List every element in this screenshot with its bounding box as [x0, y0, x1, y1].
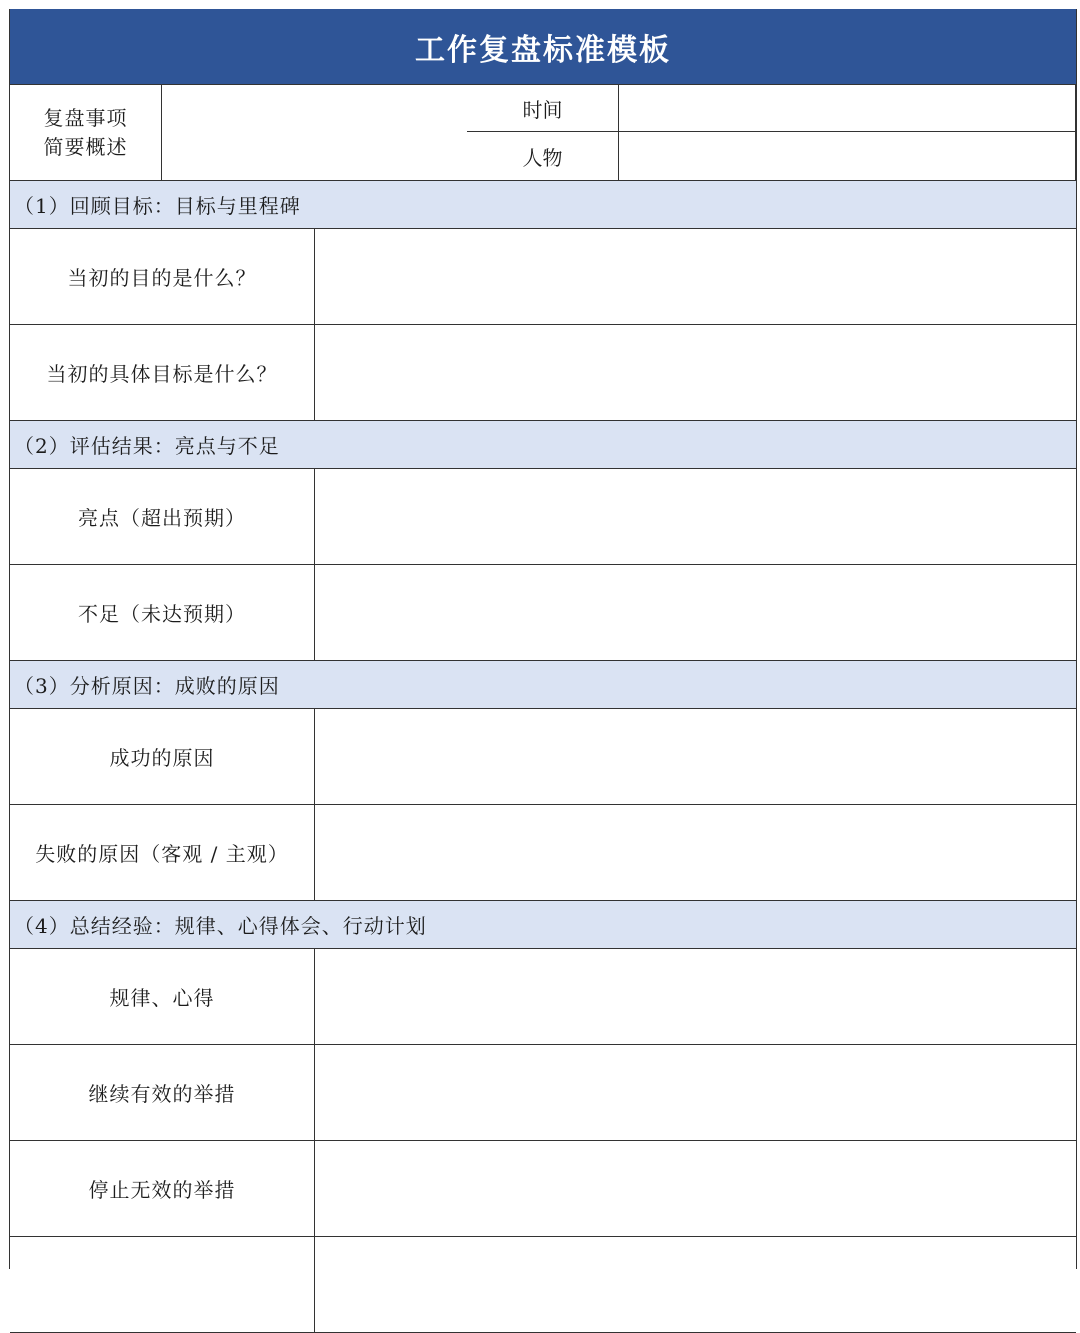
answer-field[interactable] [315, 325, 1076, 420]
section-heading: （3）分析原因：成败的原因 [10, 661, 1076, 709]
time-label: 时间 [467, 85, 619, 132]
question-label: 停止无效的举措 [10, 1141, 315, 1236]
answer-field[interactable] [315, 1045, 1076, 1140]
question-row [10, 1141, 1076, 1237]
question-label: 规律、心得 [10, 949, 315, 1044]
question-row [10, 1237, 1076, 1333]
person-field[interactable] [619, 132, 1076, 180]
question-label: 成功的原因 [10, 709, 315, 804]
time-field[interactable] [619, 85, 1076, 132]
answer-field[interactable] [315, 949, 1076, 1044]
question-row [10, 805, 1076, 901]
question-row [10, 1045, 1076, 1141]
matter-label [10, 85, 162, 180]
sections-container [10, 181, 1076, 1333]
section-heading: （4）总结经验：规律、心得体会、行动计划 [10, 901, 1076, 949]
section-heading: （2）评估结果：亮点与不足 [10, 421, 1076, 469]
answer-field[interactable] [315, 1141, 1076, 1236]
answer-field[interactable] [315, 709, 1076, 804]
question-label: 继续有效的举措 [10, 1045, 315, 1140]
person-label: 人物 [467, 132, 619, 180]
question-label: 当初的目的是什么？ [10, 229, 315, 324]
info-block [10, 85, 1076, 181]
template-title: 工作复盘标准模板 [10, 9, 1076, 85]
answer-field[interactable] [315, 805, 1076, 900]
section-heading: （1）回顾目标：目标与里程碑 [10, 181, 1076, 229]
question-row [10, 565, 1076, 661]
question-row [10, 949, 1076, 1045]
answer-field[interactable] [315, 1237, 1076, 1332]
question-row [10, 325, 1076, 421]
answer-field[interactable] [315, 565, 1076, 660]
answer-field[interactable] [315, 469, 1076, 564]
matter-label-line2: 简要概述 [43, 134, 128, 159]
question-label: 当初的具体目标是什么？ [10, 325, 315, 420]
question-row [10, 709, 1076, 805]
matter-label-line1: 复盘事项 [43, 105, 128, 130]
question-label: 不足（未达预期） [10, 565, 315, 660]
question-row [10, 229, 1076, 325]
matter-field[interactable] [162, 85, 467, 180]
question-row [10, 469, 1076, 565]
question-label: 失败的原因（客观 / 主观） [10, 805, 315, 900]
question-label [10, 1237, 315, 1332]
answer-field[interactable] [315, 229, 1076, 324]
review-template-sheet [9, 9, 1077, 1269]
question-label: 亮点（超出预期） [10, 469, 315, 564]
